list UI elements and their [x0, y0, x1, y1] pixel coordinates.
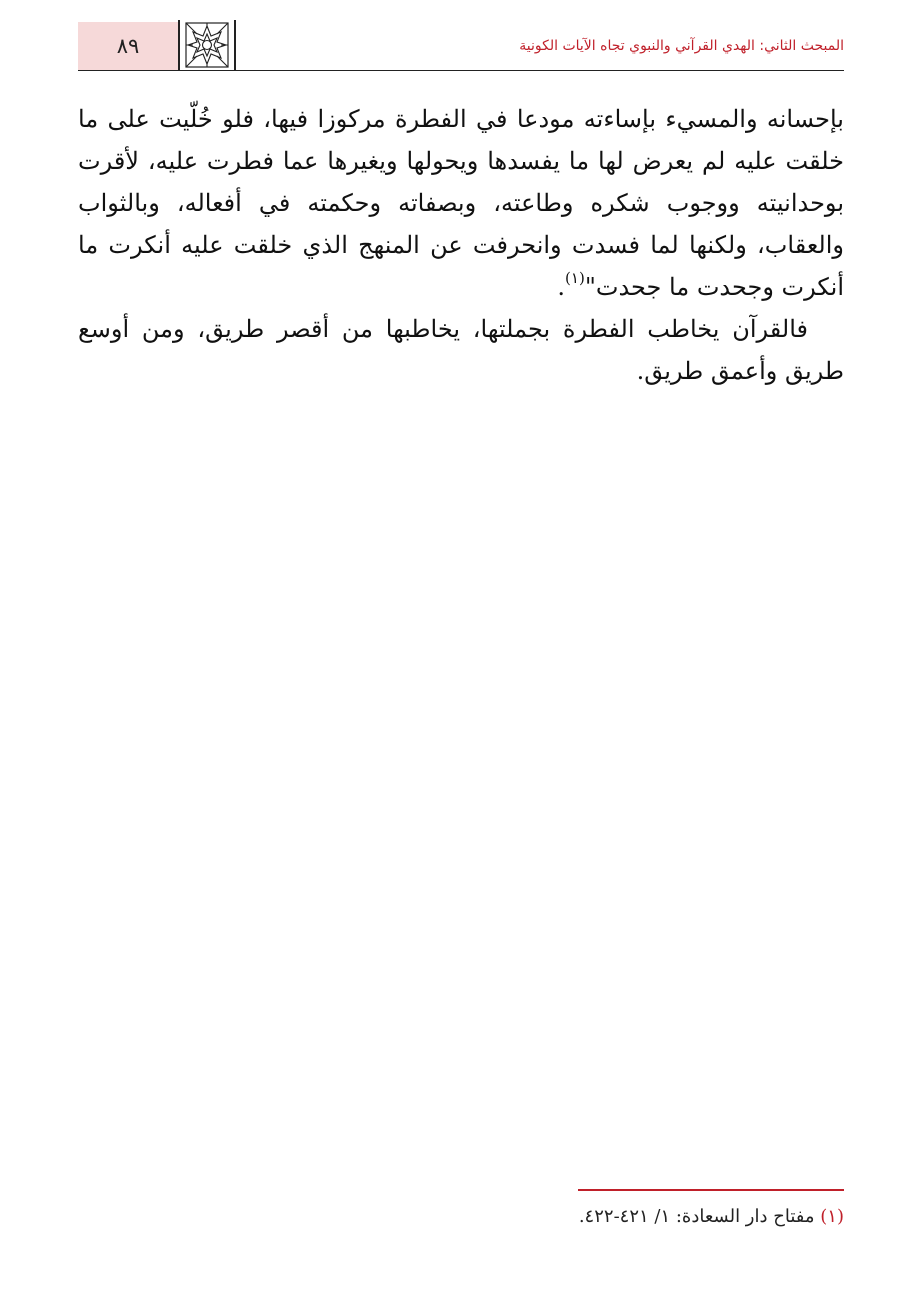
paragraph: فالقرآن يخاطب الفطرة بجملتها، يخاطبها من أقصر طريق، ومن أوسع طريق وأعمق طريق.	[78, 315, 844, 385]
footnote-text: مفتاح دار السعادة: ١/ ٤٢١-٤٢٢.	[578, 1206, 815, 1227]
page-header	[78, 18, 844, 71]
geometric-star-ornament-icon	[178, 20, 236, 70]
footnote-number: (١)	[820, 1206, 844, 1227]
paragraph-end: .	[557, 273, 566, 301]
footnote-divider	[578, 1189, 844, 1191]
running-title: المبحث الثاني: الهدي القرآني والنبوي تجاه الآيات الكونية	[519, 38, 844, 54]
page-number: ٨٩	[116, 34, 140, 58]
page-number-box	[78, 22, 178, 70]
footnote-reference: (١)	[565, 269, 585, 287]
paragraph	[78, 98, 844, 308]
paragraph-text: بإحسانه والمسيء بإساءته مودعا في الفطرة مركوزا فيها، فلو خُلّيت على ما خلقت عليه لم يعرض لها ما يفسدها ويحولها ويغيرها عما فطرت عليه، لأقرت بوحدانيته ووجوب شكره وطاعته، وبصفاته وحكمته في أفعاله، وبالثواب والعقاب، ولكنها لما فسدت وانحرفت عن المنهج الذي خلقت عليه أنكرت ما أنكرت وجحدت ما جحدت"	[78, 105, 844, 301]
body-text	[78, 98, 844, 392]
footnote	[579, 1206, 844, 1227]
